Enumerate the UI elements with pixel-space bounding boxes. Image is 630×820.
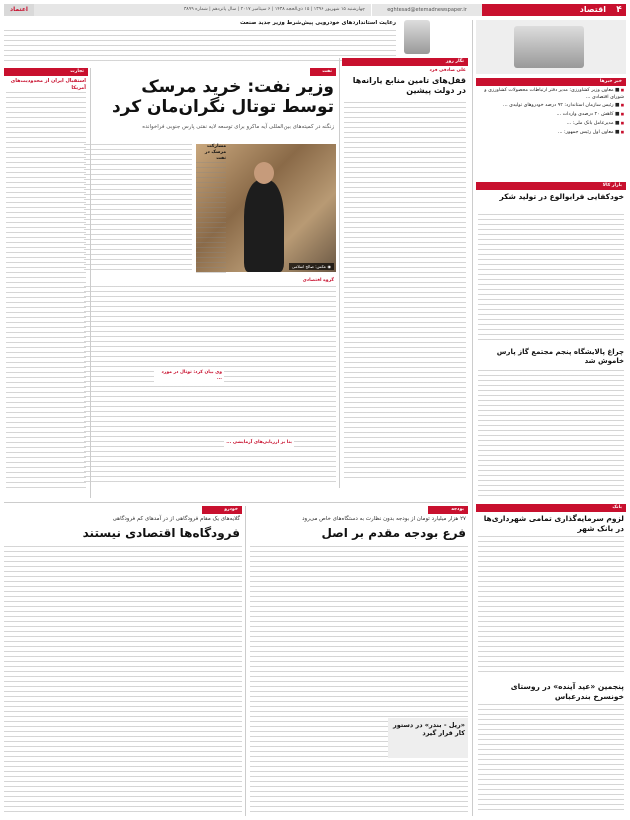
column-left xyxy=(4,68,88,498)
trade-bar: تجارت xyxy=(4,68,88,76)
lead-sidebox xyxy=(196,144,226,272)
lead-highlight-2: بنا بر ارزیابی‌های آزمایشی ... xyxy=(224,438,294,448)
rail-port-box xyxy=(388,718,468,758)
lead-byline: گروه اقتصادی xyxy=(302,278,334,283)
opinion-headline: قفل‌های تامین منابع یارانه‌ها در دولت پیشین xyxy=(352,76,466,96)
news-bullets xyxy=(478,88,624,138)
camera-icon: ◉ xyxy=(326,263,331,269)
lead-sidebox-title: مشارکت مرسک در نفت xyxy=(204,144,226,161)
airport-article xyxy=(4,506,242,816)
commodity-bar: بازار کالا xyxy=(476,182,626,190)
lead-highlight-1: وی بیان کرد: توتال در مورد ... xyxy=(154,368,224,384)
right-photo-box xyxy=(476,20,626,74)
refinery-headline: چراغ پالایشگاه پنجم مجتمع گاز پارس خاموش شد xyxy=(496,348,624,366)
news-bullet: ■ ■ رئیس سازمان استاندارد: ۹۲ درصد خودروهای تولیدی ... xyxy=(478,103,624,110)
news-bar: خبر خبرها xyxy=(476,78,626,86)
page-number: ۴ xyxy=(612,4,626,16)
trade-headline: استقبال ایران از محدودیت‌های آمریکا xyxy=(10,78,86,91)
village-headline: پنجمین «‌عید آینده‌» در روستای خونسرخ بندرعباس xyxy=(510,682,624,701)
rail-port-title: «ریل - بندر» در دستور کار قرار گیرد xyxy=(393,721,465,738)
budget-headline: فرع بودجه مقدم بر اصل xyxy=(321,526,466,540)
airport-headline: فرودگاه‌ها اقتصادی نیستند xyxy=(82,526,240,540)
issue-date-line: چهارشنبه ۱۵ شهریور ۱۳۹۶ | ۱۵ ذی‌الحجه ۱۴۳۸ | ۶ سپتامبر ۲۰۱۷ | سال پانزدهم | شماره ۳۸۹۹ xyxy=(34,4,372,16)
section-title: اقتصاد xyxy=(482,4,612,16)
budget-article xyxy=(250,506,468,816)
top-strip-headline: رعایت استانداردهای خودرویی پیش‌شرط وزیر جدید صنعت xyxy=(239,20,396,26)
budget-kicker: ۲۷ هزار میلیارد تومان از بودجه بدون نظارت به دستگاه‌های خاص می‌رود xyxy=(302,516,466,522)
news-bullet: ■ ■ مدیرعامل بانک ملی: ... xyxy=(478,121,624,128)
column-opinion xyxy=(342,58,468,488)
minister-avatar xyxy=(404,20,430,54)
photo-placeholder xyxy=(514,26,584,68)
news-bullet: ■ ■ معاون اول رئیس جمهور: ... xyxy=(478,130,624,137)
airport-bar: خودرو xyxy=(202,506,242,514)
minister-figure xyxy=(244,180,284,272)
lead-headline: وزیر نفت: خرید مرسک توسط توتال نگران‌مان کرد xyxy=(111,77,334,117)
lead-article xyxy=(84,68,336,498)
newspaper-logo: اعتماد xyxy=(4,4,34,16)
lead-subhead: زنگنه در کمیته‌های بین‌المللی آیه ماکرو برای توسعه لایه نفتی پارس جنوبی فراخوانده xyxy=(142,124,334,130)
news-bullet: ■ ■ معاون وزیر کشاورزی: مدیر دفتر ارتباطات محصولات کشاورزی و شورای اقتصادی ... xyxy=(478,88,624,101)
opinion-author: علی صادقی فرد xyxy=(429,68,466,73)
airport-kicker: گلایه‌های یک مقام فرودگاهی از در آمدهای کم فرودگاهی xyxy=(112,516,240,522)
right-column xyxy=(476,20,626,816)
photo-credit: ◉ عکس: صالح اسلامی xyxy=(289,263,334,270)
sugar-headline: خودکفایی فرابوالوع در تولید شکر xyxy=(499,192,624,201)
section-email[interactable]: eghtesad@etemadnewspaper.ir xyxy=(372,4,482,16)
opinion-bar: نگار روز xyxy=(342,58,468,66)
minister-face xyxy=(254,162,274,184)
bank-headline: لزوم سرمایه‌گذاری تمامی شهرداری‌ها در بانک شهر xyxy=(483,514,624,533)
lead-section-bar: نفت xyxy=(310,68,336,76)
budget-bar: بودجه xyxy=(428,506,468,514)
bank-bar: بانک xyxy=(476,504,626,512)
page-header xyxy=(4,4,626,16)
news-bullet: ■ ■ کاهش ۲۰ درصدی واردات ... xyxy=(478,112,624,119)
